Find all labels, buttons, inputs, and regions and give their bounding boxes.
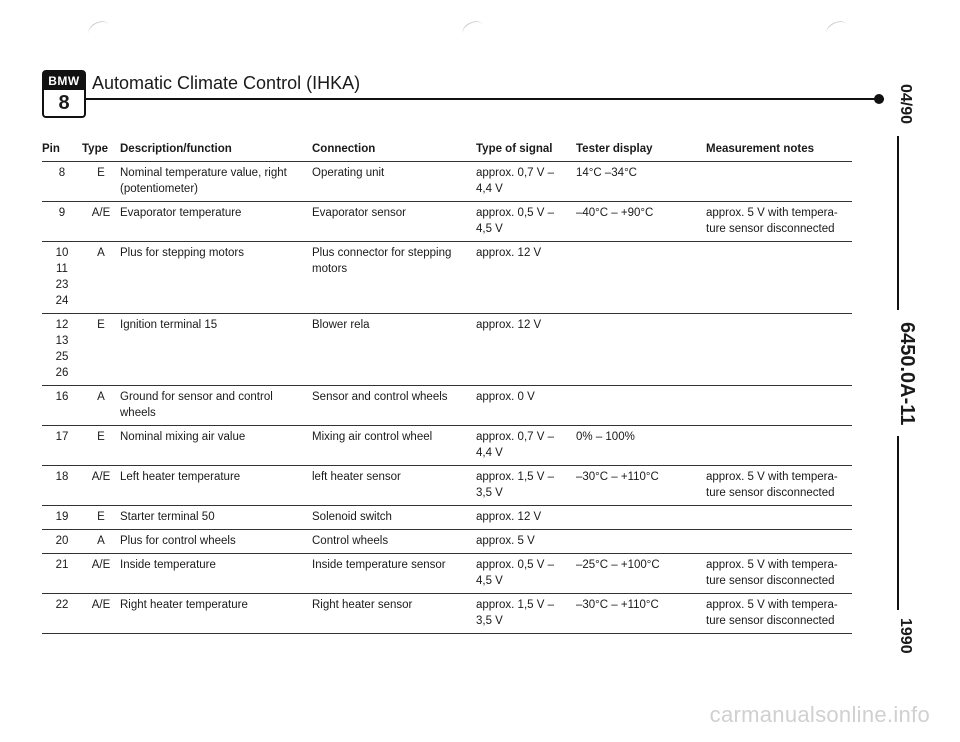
col-header-tester: Tester display — [576, 143, 653, 155]
table-row — [42, 386, 852, 426]
connection-line: Solenoid switch — [312, 511, 392, 523]
connection-line: Plus connector for stepping — [312, 247, 452, 259]
pin-line: 10 — [55, 247, 69, 259]
pin-line: 16 — [55, 391, 69, 403]
corner-mark-center — [460, 18, 486, 41]
cell-type: A — [97, 535, 105, 547]
cell-type: A/E — [91, 207, 111, 219]
cell-pin — [42, 554, 82, 594]
pin-line: 26 — [55, 367, 69, 379]
cell-connection — [312, 242, 476, 314]
signal-line: approx. 12 V — [476, 247, 542, 259]
cell-tester — [576, 594, 706, 634]
signal-line: approx. 5 V — [476, 535, 535, 547]
side-line-2 — [897, 436, 899, 610]
table-row — [42, 554, 852, 594]
table-body — [42, 162, 852, 634]
table-row — [42, 426, 852, 466]
cell-description — [120, 242, 312, 314]
side-year: 1990 — [897, 618, 914, 654]
cell-pin — [42, 162, 82, 202]
tester-line: –30°C – +110°C — [576, 599, 659, 611]
description-line: wheels — [120, 407, 156, 419]
page-title: Automatic Climate Control (IHKA) — [92, 73, 361, 93]
cell-description — [120, 202, 312, 242]
cell-notes — [706, 426, 852, 466]
cell-tester — [576, 242, 706, 314]
signal-line: 4,4 V — [476, 447, 503, 459]
cell-connection — [312, 530, 476, 554]
cell-connection — [312, 162, 476, 202]
pin-line: 23 — [55, 279, 69, 291]
cell-notes — [706, 530, 852, 554]
description-line: Plus for control wheels — [120, 535, 236, 547]
cell-type: A/E — [91, 599, 111, 611]
connection-line: Evaporator sensor — [312, 207, 406, 219]
pin-line: 9 — [58, 207, 66, 219]
cell-signal — [476, 554, 576, 594]
col-header-type: Type — [82, 143, 108, 155]
col-header-pin: Pin — [42, 143, 60, 155]
tester-line: –30°C – +110°C — [576, 471, 659, 483]
cell-description — [120, 506, 312, 530]
cell-signal — [476, 162, 576, 202]
description-line: Ignition terminal 15 — [120, 319, 218, 331]
corner-mark-right — [824, 18, 850, 41]
notes-line: approx. 5 V with tempera- — [706, 599, 838, 611]
connection-line: Control wheels — [312, 535, 389, 547]
connection-line: Inside temperature sensor — [312, 559, 446, 571]
description-line: Evaporator temperature — [120, 207, 242, 219]
cell-signal — [476, 426, 576, 466]
pin-line: 22 — [55, 599, 69, 611]
cell-pin — [42, 530, 82, 554]
title-rule-end — [874, 94, 884, 104]
notes-line: ture sensor disconnected — [706, 223, 835, 235]
watermark: carmanualsonline.info — [709, 702, 930, 727]
description-line: (potentiometer) — [120, 183, 198, 195]
pin-line: 21 — [55, 559, 69, 571]
signal-line: 4,5 V — [476, 575, 503, 587]
table-row — [42, 242, 852, 314]
signal-line: approx. 0,7 V – — [476, 431, 554, 443]
table-row — [42, 506, 852, 530]
signal-line: approx. 0,5 V – — [476, 207, 554, 219]
cell-connection — [312, 202, 476, 242]
pin-line: 17 — [55, 431, 69, 443]
cell-tester — [576, 530, 706, 554]
signal-line: 3,5 V — [476, 615, 503, 627]
pin-line: 18 — [55, 471, 69, 483]
cell-tester — [576, 466, 706, 506]
description-line: Starter terminal 50 — [120, 511, 215, 523]
cell-pin — [42, 314, 82, 386]
bmw-logo — [42, 70, 86, 118]
col-header-connection: Connection — [312, 143, 376, 155]
cell-signal — [476, 530, 576, 554]
signal-line: 4,5 V — [476, 223, 503, 235]
logo-series: 8 — [58, 92, 70, 114]
table-row — [42, 162, 852, 202]
cell-connection — [312, 314, 476, 386]
pin-line: 25 — [55, 351, 69, 363]
col-header-signal: Type of signal — [476, 143, 553, 155]
tester-line: 14°C –34°C — [576, 167, 637, 179]
pin-line: 12 — [55, 319, 69, 331]
signal-line: approx. 0,7 V – — [476, 167, 554, 179]
cell-notes — [706, 506, 852, 530]
cell-notes — [706, 162, 852, 202]
cell-notes — [706, 466, 852, 506]
connection-line: left heater sensor — [312, 471, 401, 483]
cell-pin — [42, 242, 82, 314]
side-code: 6450.0A-11 — [896, 322, 918, 426]
description-line: Ground for sensor and control — [120, 391, 273, 403]
col-header-description: Description/function — [120, 143, 232, 155]
notes-line: approx. 5 V with tempera- — [706, 559, 838, 571]
cell-notes — [706, 386, 852, 426]
cell-pin — [42, 594, 82, 634]
cell-type: A — [97, 247, 105, 259]
connection-line: Mixing air control wheel — [312, 431, 433, 443]
cell-connection — [312, 426, 476, 466]
cell-description — [120, 314, 312, 386]
signal-line: approx. 0,5 V – — [476, 559, 554, 571]
connection-line: Blower rela — [312, 319, 370, 331]
cell-pin — [42, 466, 82, 506]
description-line: Left heater temperature — [120, 471, 241, 483]
side-line-1 — [897, 136, 899, 310]
cell-description — [120, 386, 312, 426]
cell-description — [120, 554, 312, 594]
cell-notes — [706, 554, 852, 594]
pin-line: 11 — [56, 263, 68, 275]
description-line: Right heater temperature — [120, 599, 248, 611]
cell-connection — [312, 466, 476, 506]
side-date: 04/90 — [897, 84, 914, 125]
signal-line: 3,5 V — [476, 487, 503, 499]
cell-description — [120, 162, 312, 202]
cell-pin — [42, 386, 82, 426]
table-row — [42, 202, 852, 242]
table-row — [42, 466, 852, 506]
connection-line: Operating unit — [312, 167, 385, 179]
title-rule — [84, 98, 884, 100]
cell-connection — [312, 386, 476, 426]
cell-type: A/E — [91, 471, 111, 483]
notes-line: ture sensor disconnected — [706, 575, 835, 587]
pin-line: 13 — [55, 335, 69, 347]
cell-pin — [42, 506, 82, 530]
cell-notes — [706, 314, 852, 386]
table-header — [42, 140, 852, 162]
cell-notes — [706, 242, 852, 314]
table-row — [42, 594, 852, 634]
cell-description — [120, 594, 312, 634]
signal-line: approx. 0 V — [476, 391, 535, 403]
cell-description — [120, 426, 312, 466]
cell-type: A — [97, 391, 105, 403]
cell-type: E — [97, 319, 105, 331]
tester-line: –40°C – +90°C — [576, 207, 654, 219]
tester-line: 0% – 100% — [576, 431, 635, 443]
connection-line: motors — [312, 263, 348, 275]
description-line: Nominal mixing air value — [120, 431, 246, 443]
cell-type: E — [97, 431, 105, 443]
description-line: Nominal temperature value, right — [120, 167, 287, 179]
cell-tester — [576, 506, 706, 530]
cell-connection — [312, 506, 476, 530]
pin-line: 8 — [58, 167, 66, 179]
cell-pin — [42, 202, 82, 242]
cell-description — [120, 466, 312, 506]
signal-line: approx. 12 V — [476, 511, 542, 523]
cell-signal — [476, 202, 576, 242]
notes-line: approx. 5 V with tempera- — [706, 207, 838, 219]
cell-tester — [576, 202, 706, 242]
signal-line: approx. 1,5 V – — [476, 599, 554, 611]
cell-type: E — [97, 167, 105, 179]
tester-line: –25°C – +100°C — [576, 559, 660, 571]
cell-signal — [476, 242, 576, 314]
corner-mark-left — [86, 18, 112, 41]
cell-notes — [706, 202, 852, 242]
notes-line: ture sensor disconnected — [706, 615, 835, 627]
cell-signal — [476, 466, 576, 506]
pin-table — [42, 140, 852, 634]
pin-line: 24 — [55, 295, 69, 307]
col-header-notes: Measurement notes — [706, 143, 815, 155]
cell-pin — [42, 426, 82, 466]
notes-line: ture sensor disconnected — [706, 487, 835, 499]
table-row — [42, 314, 852, 386]
connection-line: Right heater sensor — [312, 599, 413, 611]
cell-signal — [476, 386, 576, 426]
pin-line: 20 — [55, 535, 69, 547]
cell-notes — [706, 594, 852, 634]
signal-line: 4,4 V — [476, 183, 503, 195]
cell-signal — [476, 314, 576, 386]
cell-signal — [476, 594, 576, 634]
notes-line: approx. 5 V with tempera- — [706, 471, 838, 483]
table-row — [42, 530, 852, 554]
pin-line: 19 — [55, 511, 69, 523]
cell-connection — [312, 594, 476, 634]
cell-signal — [476, 506, 576, 530]
cell-tester — [576, 554, 706, 594]
cell-tester — [576, 162, 706, 202]
cell-type: A/E — [91, 559, 111, 571]
cell-description — [120, 530, 312, 554]
signal-line: approx. 12 V — [476, 319, 542, 331]
cell-connection — [312, 554, 476, 594]
logo-brand: BMW — [44, 72, 84, 90]
cell-tester — [576, 386, 706, 426]
description-line: Inside temperature — [120, 559, 216, 571]
description-line: Plus for stepping motors — [120, 247, 245, 259]
connection-line: Sensor and control wheels — [312, 391, 448, 403]
signal-line: approx. 1,5 V – — [476, 471, 554, 483]
cell-tester — [576, 426, 706, 466]
cell-type: E — [97, 511, 105, 523]
cell-tester — [576, 314, 706, 386]
